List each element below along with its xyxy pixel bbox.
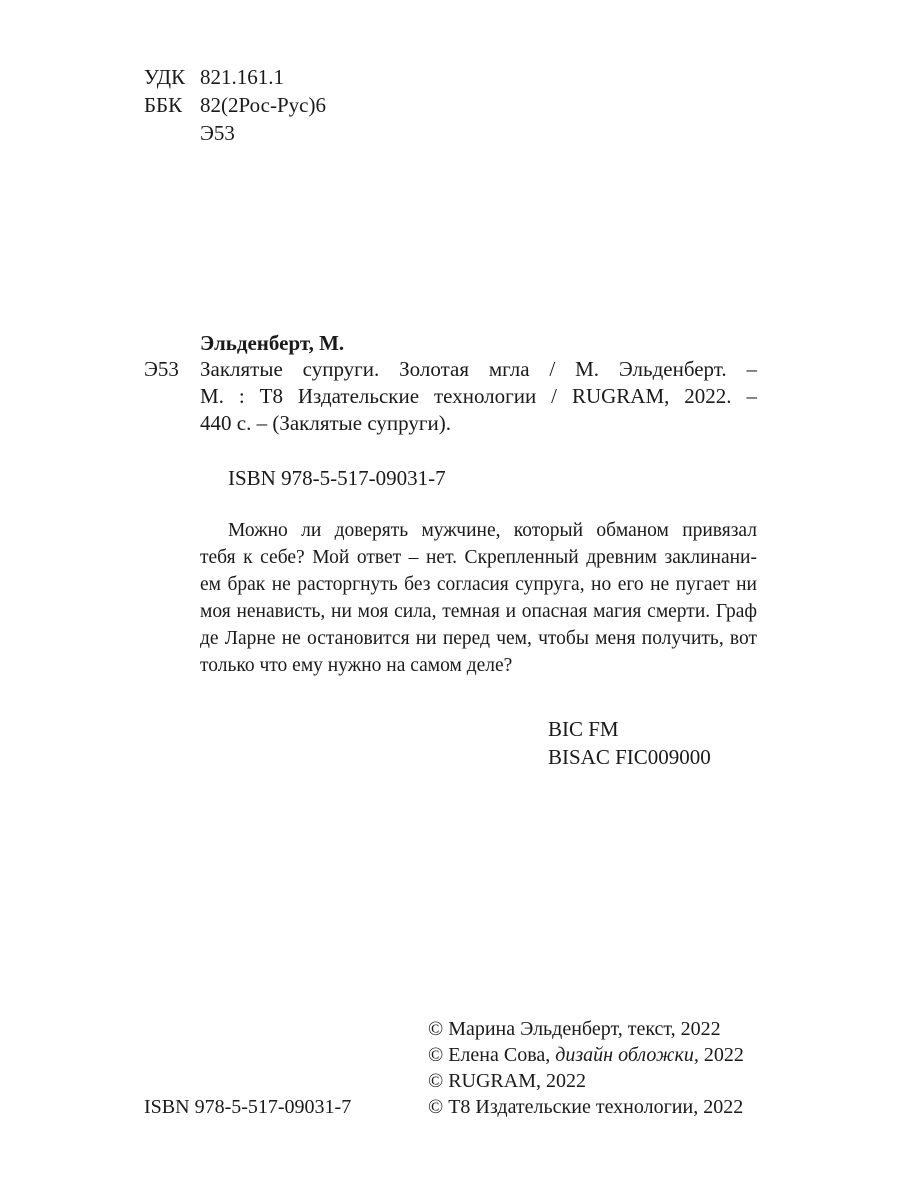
isbn-bottom: ISBN 978-5-517-09031-7 [144, 1096, 352, 1118]
bbk-label: ББК [144, 93, 183, 117]
copyright-line [428, 1042, 744, 1068]
entry-isbn: ISBN 978-5-517-09031-7 [228, 466, 446, 490]
udk-label: УДК [144, 65, 186, 89]
copyright-year: 2022 [546, 1070, 586, 1092]
copyright-holder: © RUGRAM, [428, 1070, 541, 1092]
annotation-line: ем брак не расторгнуть без согласия супруга, но его не пугает ни [200, 574, 757, 595]
annotation-line: только что ему нужно на самом деле? [200, 655, 513, 676]
entry-line: Заклятые супруги. Золотая мгла / М. Эльденберт. – [200, 357, 757, 381]
copyright-line [428, 1016, 721, 1042]
copyright-role: текст, [627, 1018, 676, 1040]
annotation-line: де Ларне не остановится ни перед чем, чтобы меня получить, вот [200, 628, 757, 649]
copyright-line [428, 1068, 586, 1094]
annotation-line-text: Можно ли доверять мужчине, который обманом привязал [228, 520, 757, 541]
entry-author: Эльденберт, М. [200, 331, 345, 355]
author-sign: Э53 [200, 121, 235, 145]
entry-author-sign: Э53 [144, 357, 179, 381]
annotation-line: тебя к себе? Мой ответ – нет. Скрепленный древним заклинани- [200, 547, 757, 568]
copyright-year: 2022 [680, 1018, 721, 1040]
annotation-line [200, 517, 757, 544]
entry-line: М. : Т8 Издательские технологии / RUGRAM, 2022. – [200, 384, 757, 408]
bic-code: BIC FM [548, 717, 619, 741]
entry-line: 440 с. – (Заклятые супруги). [200, 411, 451, 435]
copyright-role: дизайн обложки, [555, 1044, 699, 1066]
copyright-year: 2022 [703, 1044, 744, 1066]
copyright-holder: © Т8 Издательские технологии, [428, 1096, 699, 1118]
copyright-holder: © Елена Сова, [428, 1044, 551, 1066]
annotation-line: моя ненависть, ни моя сила, темная и опасная магия смерти. Граф [200, 601, 757, 622]
bbk-value: 82(2Рос-Рус)6 [200, 93, 326, 117]
copyright-holder: © Марина Эльденберт, [428, 1018, 623, 1040]
bisac-code: BISAC FIC009000 [548, 745, 711, 769]
copyright-line [428, 1094, 743, 1120]
copyright-year: 2022 [703, 1096, 744, 1118]
udk-value: 821.161.1 [200, 65, 284, 89]
